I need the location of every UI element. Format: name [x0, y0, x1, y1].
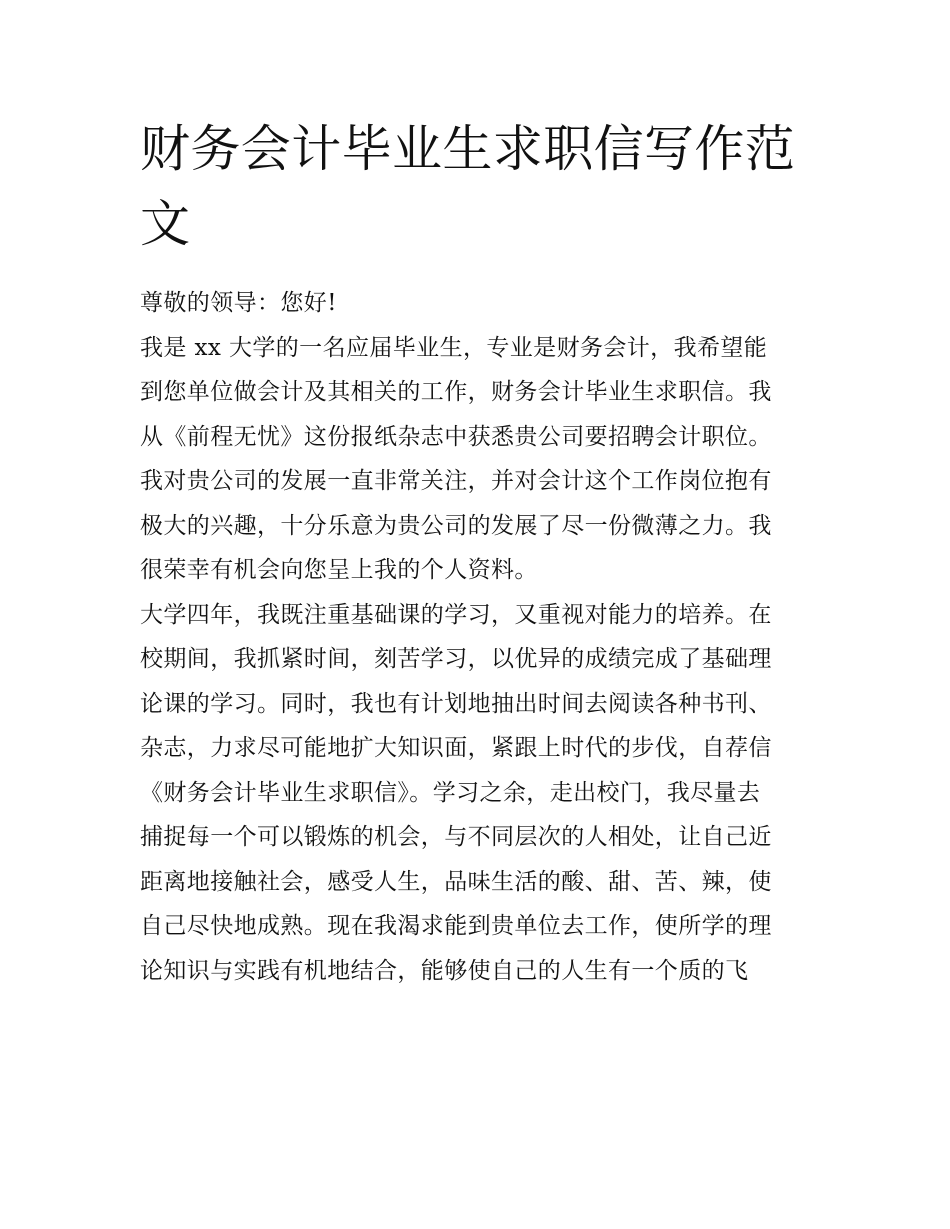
- paragraph-line: 距离地接触社会，感受人生，品味生活的酸、甜、苦、辣，使: [140, 868, 772, 895]
- paragraph-line: 自己尽快地成熟。现在我渴求能到贵单位去工作，使所学的理: [140, 913, 772, 939]
- paragraph-line: 大学四年，我既注重基础课的学习，又重视对能力的培养。在: [140, 601, 772, 628]
- paragraph-line: 极大的兴趣，十分乐意为贵公司的发展了尽一份微薄之力。我: [140, 512, 772, 539]
- paragraph-line: 到您单位做会计及其相关的工作，财务会计毕业生求职信。我: [140, 379, 772, 405]
- paragraph-1: [140, 326, 820, 593]
- paragraph-line: 《财务会计毕业生求职信》。学习之余，走出校门，我尽量去: [140, 779, 761, 806]
- greeting: [140, 281, 820, 326]
- paragraph-line: 我对贵公司的发展一直非常关注，并对会计这个工作岗位抱有: [140, 468, 772, 494]
- paragraph-line: 论知识与实践有机地结合，能够使自己的人生有一个质的飞: [140, 957, 749, 984]
- paragraph-2: [140, 593, 820, 994]
- paragraph-line: 论课的学习。同时，我也有计划地抽出时间去阅读各种书刊、: [140, 690, 772, 717]
- greeting-line: 尊敬的领导：您好!: [140, 290, 337, 316]
- title-line: 文: [140, 195, 191, 253]
- paragraph-line: 杂志，力求尽可能地扩大知识面，紧跟上时代的步伐，自荐信: [140, 735, 772, 761]
- document-title: [140, 112, 820, 262]
- paragraph-line: 从《前程无忧》这份报纸杂志中获悉贵公司要招聘会计职位。: [140, 423, 772, 450]
- paragraph-line: 很荣幸有机会向您呈上我的个人资料。: [140, 557, 538, 583]
- paragraph-line: 校期间，我抓紧时间，刻苦学习，以优异的成绩完成了基础理: [140, 646, 772, 672]
- paragraph-line: 捕捉每一个可以锻炼的机会，与不同层次的人相处，让自己近: [140, 824, 772, 850]
- paragraph-line: 我是 xx 大学的一名应届毕业生，专业是财务会计，我希望能: [140, 334, 768, 361]
- title-line: 财务会计毕业生求职信写作范: [140, 120, 796, 178]
- letter-body: [140, 281, 820, 993]
